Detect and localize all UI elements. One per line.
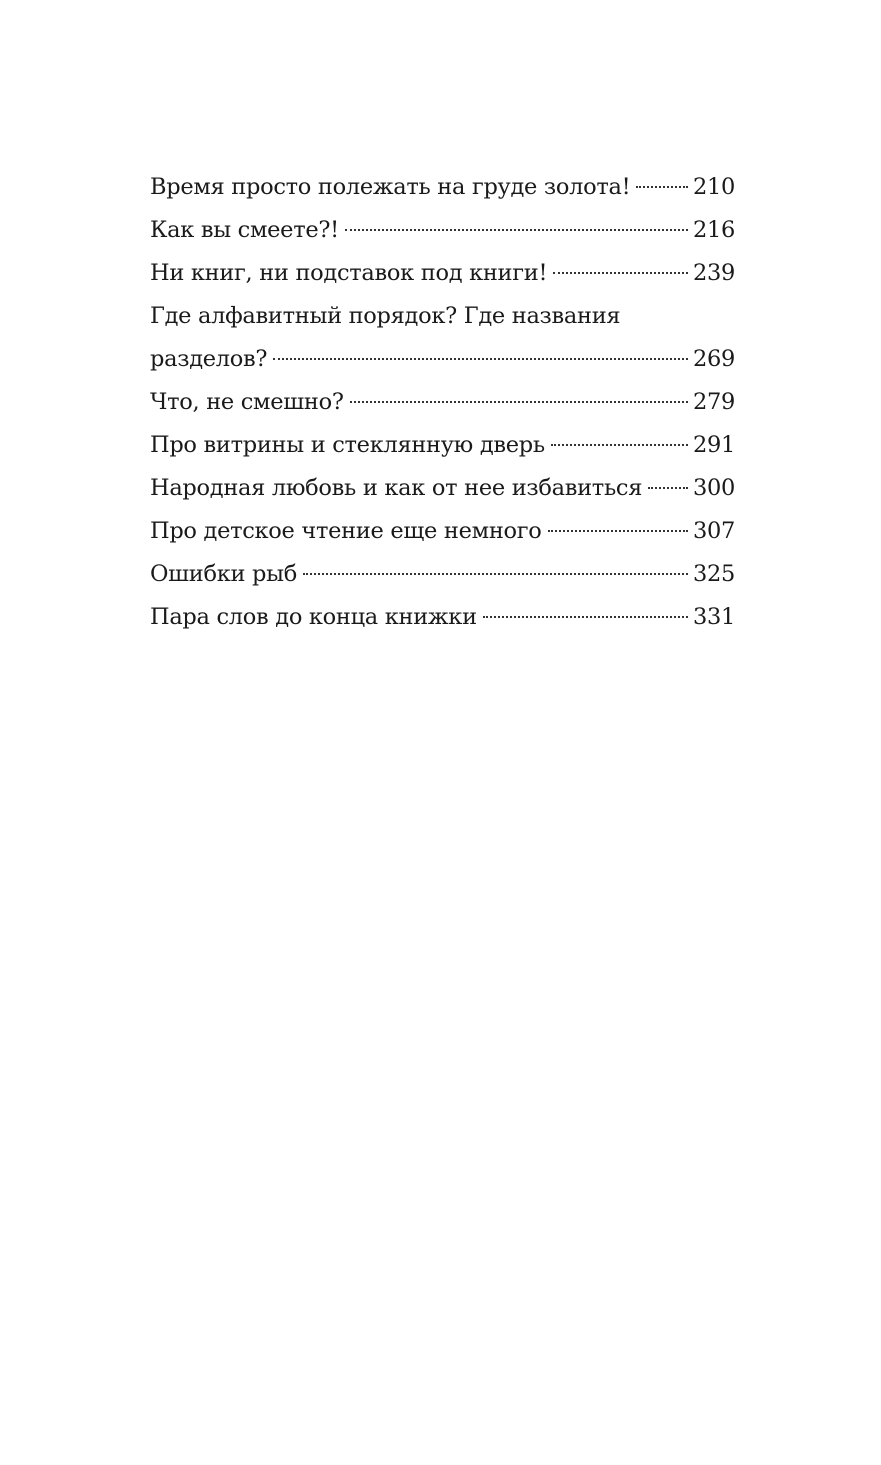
toc-entry-title: Народная любовь и как от нее избавиться xyxy=(150,475,643,501)
table-of-contents xyxy=(150,166,735,639)
dot-leader xyxy=(636,186,688,188)
toc-page-number: 269 xyxy=(692,346,735,372)
toc-entry-title: Ни книг, ни подставок под книги! xyxy=(150,260,548,286)
toc-entry xyxy=(150,295,735,381)
toc-entry-title: Про витрины и стеклянную дверь xyxy=(150,432,545,458)
dot-leader xyxy=(648,487,688,489)
toc-entry xyxy=(150,252,735,295)
dot-leader xyxy=(483,616,688,618)
dot-leader xyxy=(303,573,688,575)
toc-entry-line xyxy=(150,338,735,381)
toc-entry-title: Ошибки рыб xyxy=(150,561,297,587)
toc-entry xyxy=(150,596,735,639)
toc-entry xyxy=(150,467,735,510)
toc-page-number: 279 xyxy=(692,389,735,415)
dot-leader xyxy=(273,358,688,360)
dot-leader xyxy=(551,444,688,446)
dot-leader xyxy=(548,530,688,532)
toc-entry-title: Пара слов до конца книжки xyxy=(150,604,477,630)
toc-entry-title: Время просто полежать на груде золота! xyxy=(150,174,631,200)
toc-entry xyxy=(150,381,735,424)
toc-page-number: 210 xyxy=(692,174,735,200)
toc-entry-title: Про детское чтение еще немного xyxy=(150,518,542,544)
dot-leader xyxy=(345,229,688,231)
toc-page-number: 300 xyxy=(692,475,735,501)
toc-entry xyxy=(150,553,735,596)
toc-page-number: 307 xyxy=(692,518,735,544)
toc-entry-title: Что, не смешно? xyxy=(150,389,344,415)
toc-page-number: 239 xyxy=(692,260,735,286)
toc-page-number: 291 xyxy=(692,432,735,458)
toc-entry xyxy=(150,510,735,553)
toc-entry-title: Как вы смеете?! xyxy=(150,217,339,243)
toc-page-number: 331 xyxy=(692,604,735,630)
dot-leader xyxy=(553,272,688,274)
toc-entry xyxy=(150,424,735,467)
toc-entry xyxy=(150,166,735,209)
dot-leader xyxy=(350,401,688,403)
toc-entry-title-line1: Где алфавитный порядок? Где названия xyxy=(150,303,621,329)
toc-page-number: 216 xyxy=(692,217,735,243)
toc-page-number: 325 xyxy=(692,561,735,587)
toc-entry xyxy=(150,209,735,252)
toc-entry-title-line2: разделов? xyxy=(150,346,268,372)
toc-entry-line xyxy=(150,295,735,338)
